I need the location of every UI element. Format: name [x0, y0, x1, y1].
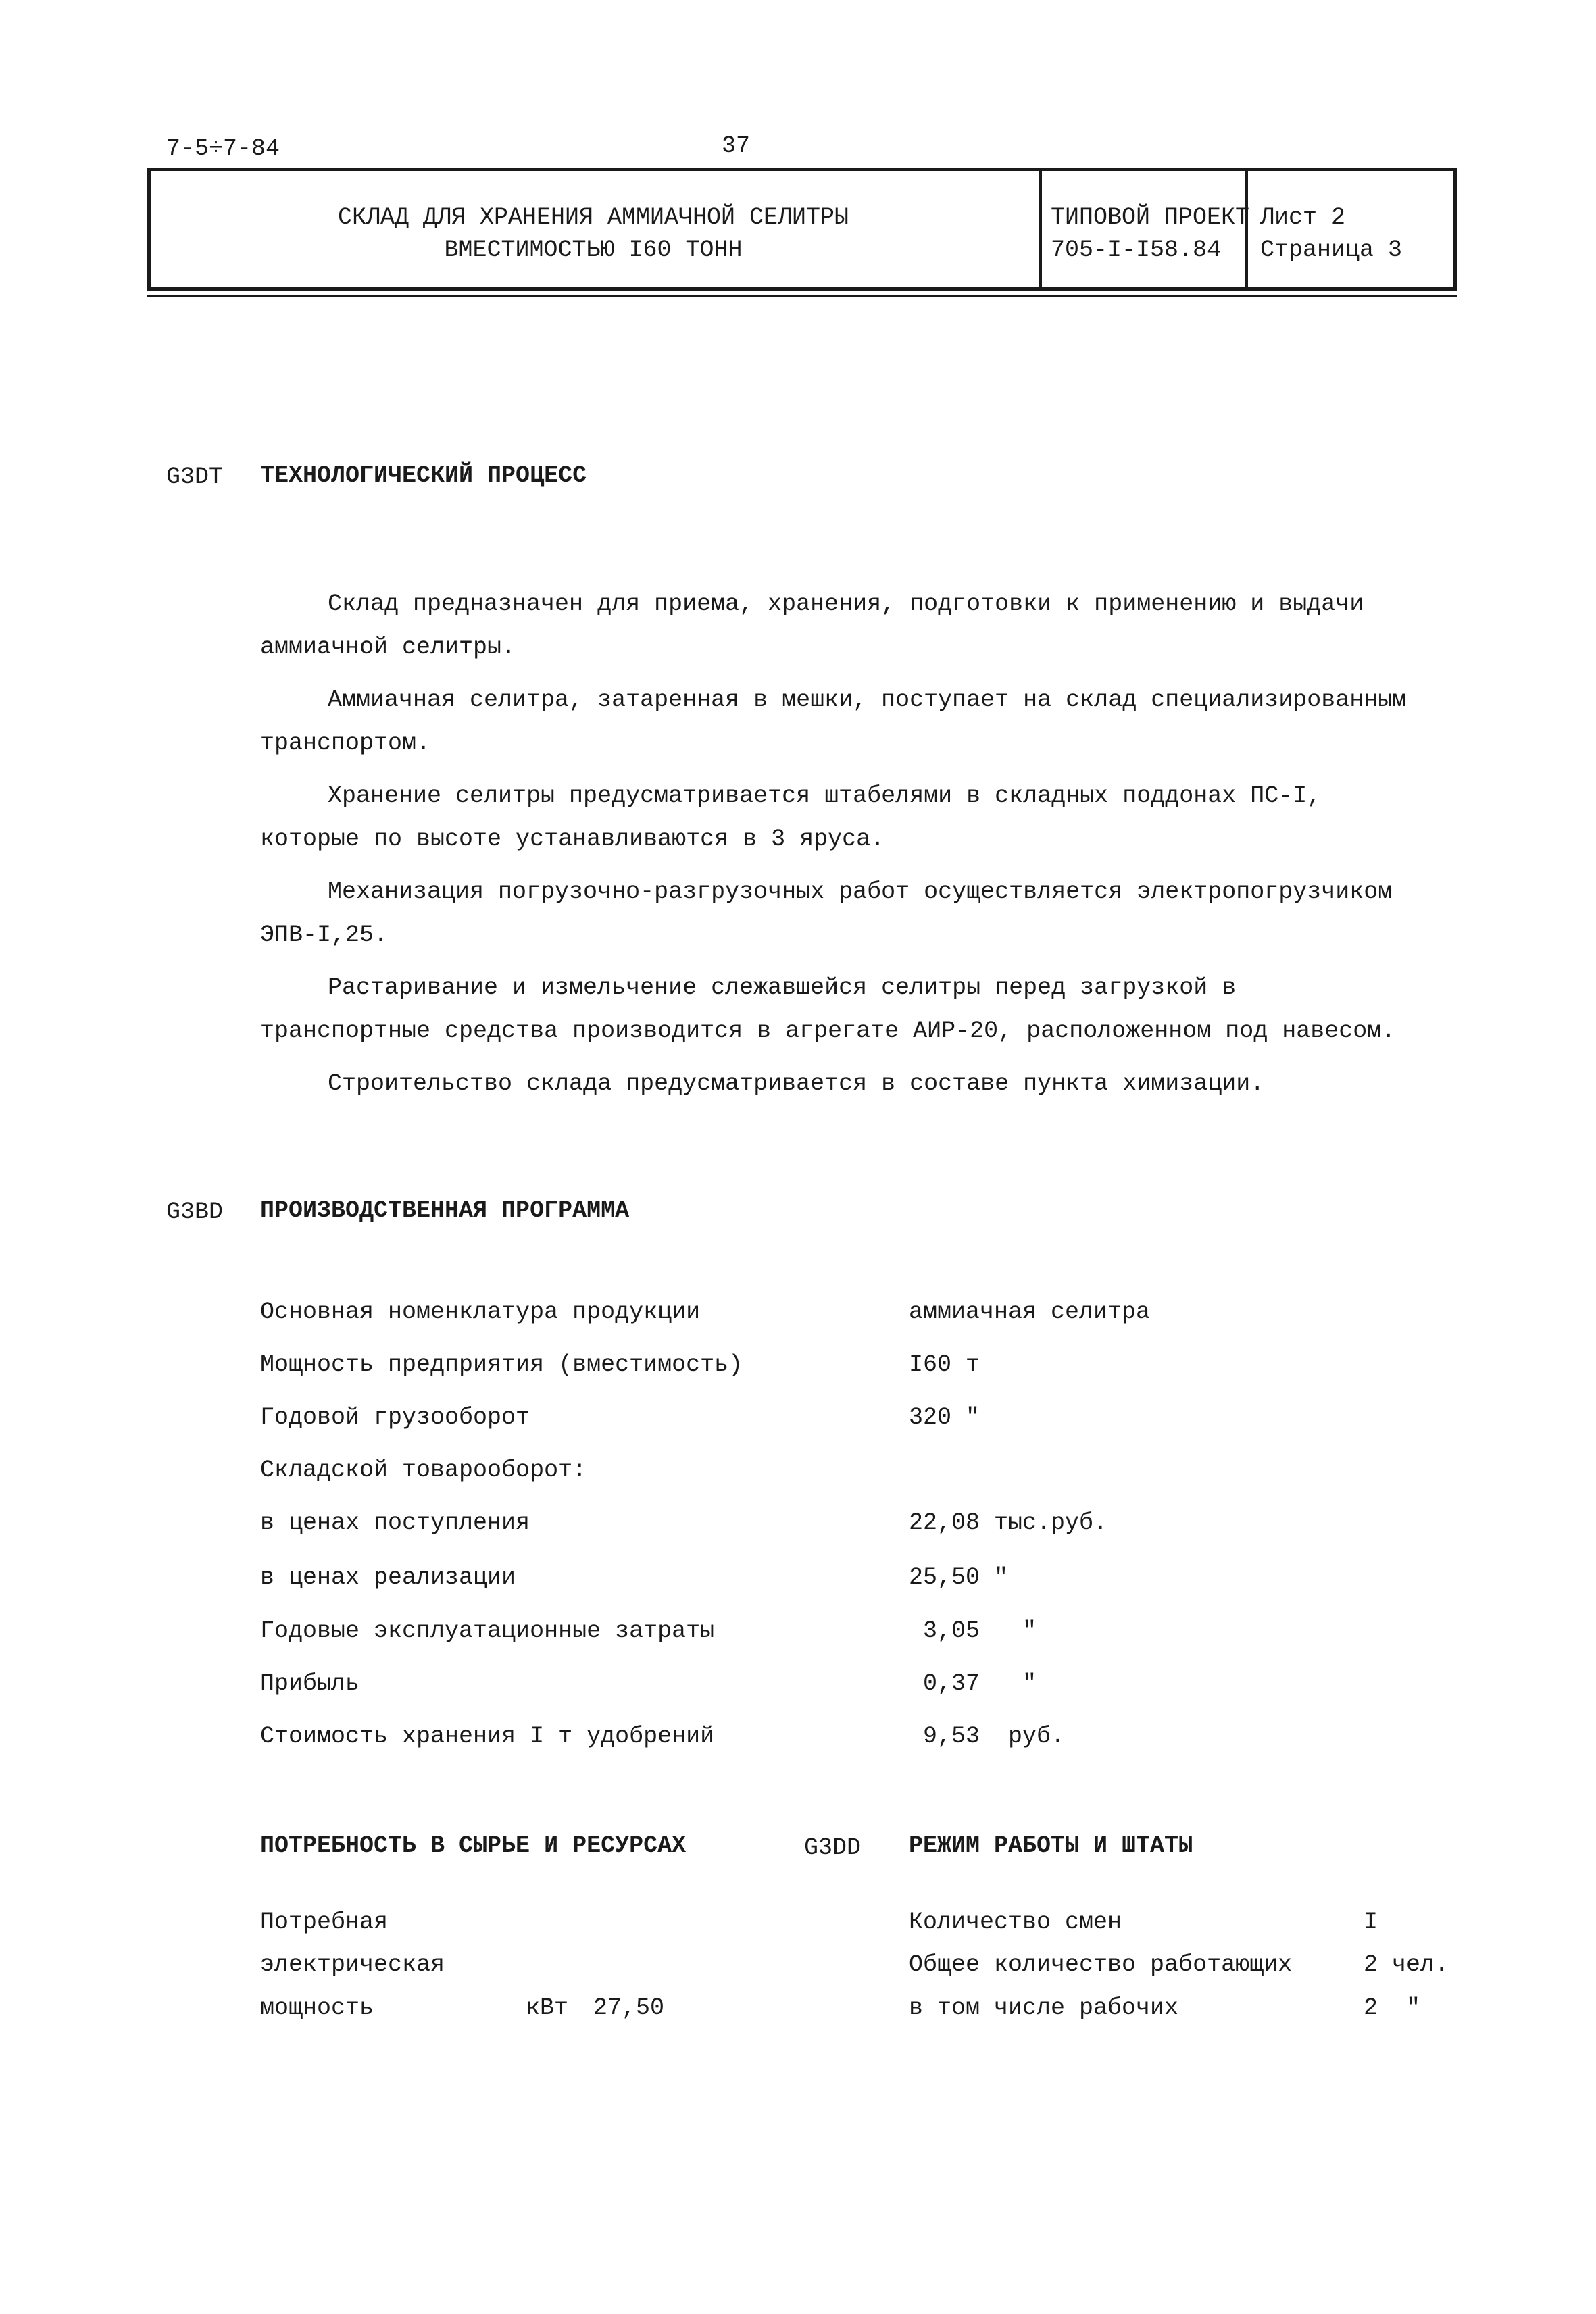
- paragraph: Склад предназначен для приема, хранения, подготовки к применению и выдачи аммиачной селитры.: [260, 590, 1364, 661]
- program-label: Годовой грузооборот: [260, 1404, 530, 1431]
- title-block-divider-1: [1039, 168, 1042, 291]
- resource-line: Потребная: [260, 1909, 389, 1936]
- program-label: Стоимость хранения I т удобрений: [260, 1723, 715, 1750]
- page-label: Страница 3: [1260, 236, 1403, 263]
- program-label: Основная номенклатура продукции: [260, 1299, 701, 1326]
- paragraph: Аммиачная селитра, затаренная в мешки, поступает на склад специализированным транспортом.: [260, 686, 1407, 757]
- program-label: Складской товарооборот:: [260, 1457, 587, 1484]
- project-label: ТИПОВОЙ ПРОЕКТ: [1051, 204, 1250, 231]
- program-value: 9,53 руб.: [909, 1723, 1066, 1750]
- section-code: G3DD: [804, 1834, 862, 1861]
- program-value: 3,05 ": [909, 1617, 1037, 1644]
- program-value: аммиачная селитра: [909, 1299, 1151, 1326]
- paragraph: Механизация погрузочно-разгрузочных работ осуществляется электропогрузчиком ЭПВ-I,25.: [260, 878, 1393, 949]
- section-code: G3DT: [166, 463, 224, 491]
- program-value: 320 ": [909, 1404, 980, 1431]
- title-line-1: СКЛАД ДЛЯ ХРАНЕНИЯ АММИАЧНОЙ СЕЛИТРЫ: [337, 204, 849, 231]
- program-label: Годовые эксплуатационные затраты: [260, 1617, 715, 1644]
- resource-unit: кВт: [526, 1994, 569, 2021]
- section-title: РЕЖИМ РАБОТЫ И ШТАТЫ: [909, 1832, 1193, 1859]
- program-value: 22,08 тыс.руб.: [909, 1509, 1108, 1536]
- resource-line: мощность: [260, 1994, 374, 2021]
- page-number: 37: [722, 132, 751, 159]
- staff-label: Общее количество работающих: [909, 1951, 1293, 1978]
- paragraph: Хранение селитры предусматривается штабелями в складных поддонах ПС-I, которые по высоте устанавливаются в 3 яруса.: [260, 782, 1322, 853]
- program-label: Мощность предприятия (вместимость): [260, 1351, 743, 1378]
- staff-label: Количество смен: [909, 1909, 1122, 1936]
- program-label: в ценах реализации: [260, 1564, 516, 1591]
- title-line-2: ВМЕСТИМОСТЬЮ I60 ТОНН: [444, 236, 743, 263]
- staff-value: 2 чел.: [1364, 1951, 1449, 1978]
- program-value: 25,50 ": [909, 1564, 1009, 1591]
- paragraph: Строительство склада предусматривается в составе пункта химизации.: [328, 1070, 1265, 1097]
- resources-title: ПОТРЕБНОСТЬ В СЫРЬЕ И РЕСУРСАХ: [260, 1832, 687, 1859]
- staff-value: 2 ": [1364, 1994, 1421, 2021]
- section-title: ТЕХНОЛОГИЧЕСКИЙ ПРОЦЕСС: [260, 462, 587, 489]
- section-code: G3BD: [166, 1199, 224, 1226]
- process-description: [260, 582, 1409, 1115]
- resource-line: электрическая: [260, 1951, 445, 1978]
- document-code: 7-5÷7-84: [166, 135, 280, 162]
- resource-value: 27,50: [593, 1994, 665, 2021]
- title-block-underline: [147, 295, 1457, 297]
- staff-label: в том числе рабочих: [909, 1994, 1179, 2021]
- staff-value: I: [1364, 1909, 1378, 1936]
- project-number: 705-I-I58.84: [1051, 236, 1222, 263]
- sheet-label: Лист 2: [1260, 204, 1346, 231]
- program-value: 0,37 ": [909, 1670, 1037, 1697]
- section-title: ПРОИЗВОДСТВЕННАЯ ПРОГРАММА: [260, 1197, 630, 1224]
- program-label: в ценах поступления: [260, 1509, 530, 1536]
- program-value: I60 т: [909, 1351, 980, 1378]
- paragraph: Растаривание и измельчение слежавшейся селитры перед загрузкой в транспортные средства производится в агрегате АИР-20, расположенном под навесом.: [260, 974, 1396, 1045]
- program-label: Прибыль: [260, 1670, 360, 1697]
